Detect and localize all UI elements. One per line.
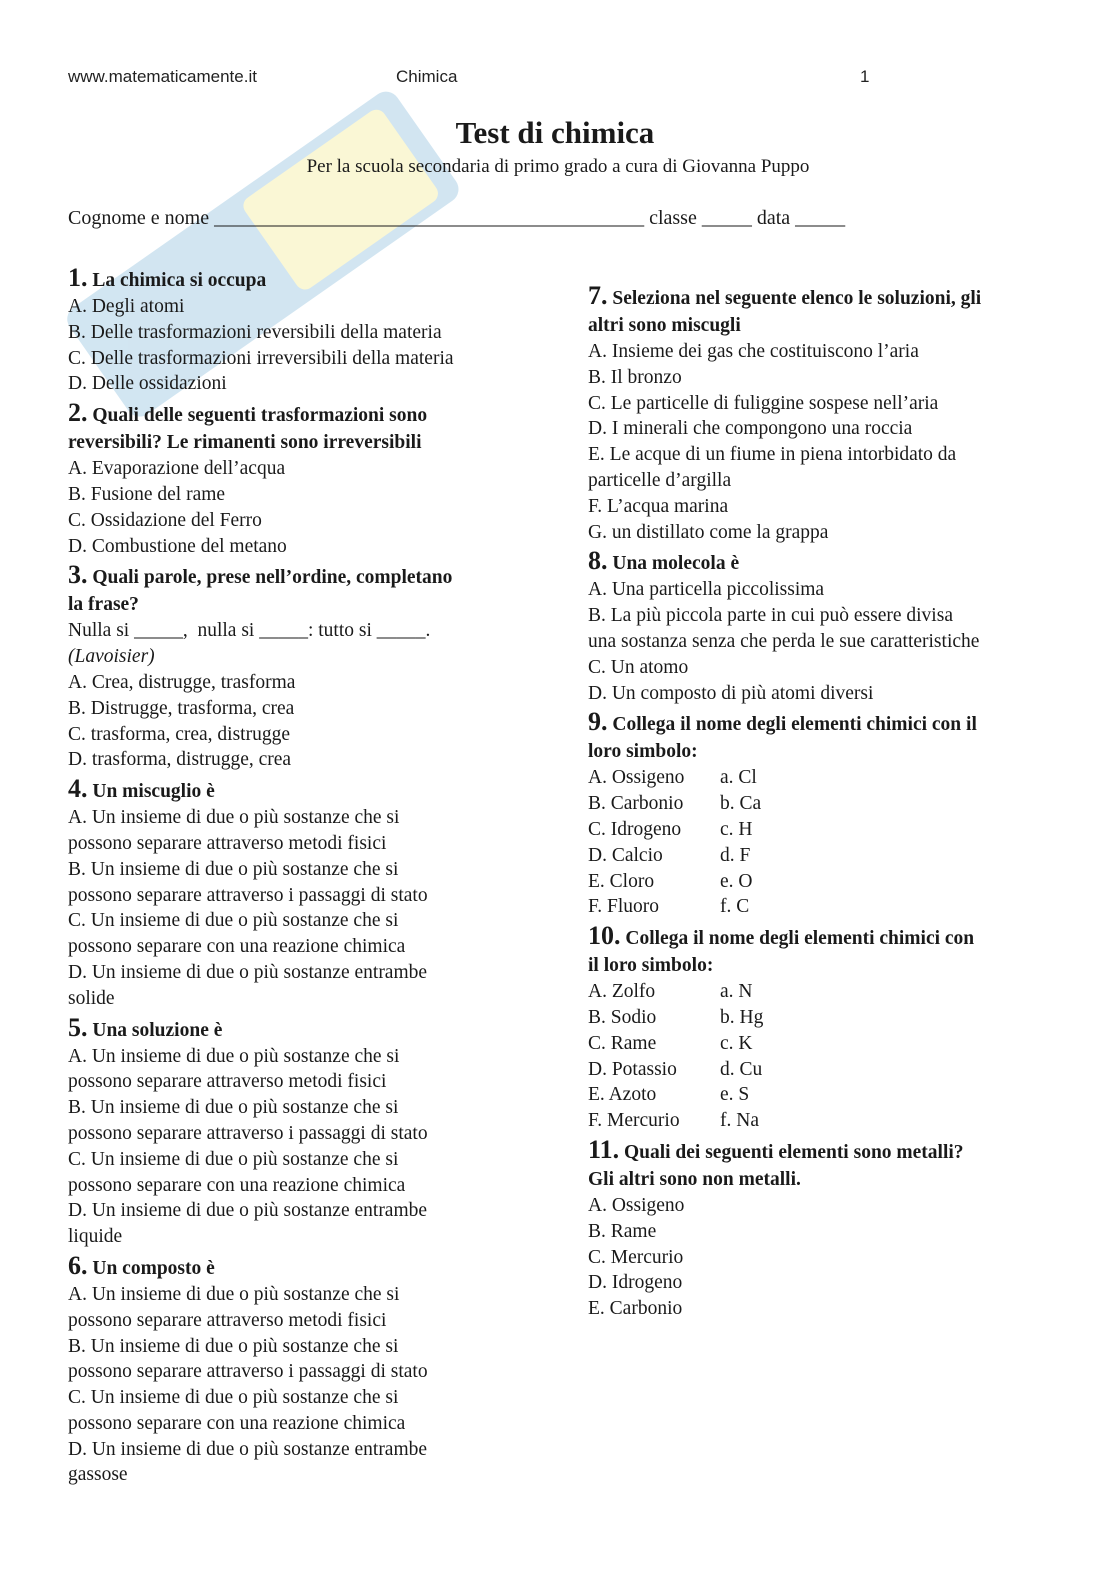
option: C. Le particelle di fuliggine sospese nell’aria	[588, 392, 939, 414]
option: possono separare attraverso i passaggi di stato	[68, 884, 428, 906]
match-row: C. Rame c. K	[588, 1032, 753, 1054]
question-10: 10. Collega il nome degli elementi chimici con il loro simbolo:	[588, 921, 975, 977]
match-row: A. Zolfo a. N	[588, 981, 753, 1003]
option: C. trasforma, crea, distrugge	[68, 723, 291, 745]
option: G. un distillato come la grappa	[588, 521, 829, 543]
question-3: 3. Quali parole, prese nell’ordine, completano la frase?	[68, 560, 453, 616]
option: possono separare attraverso i passaggi di stato	[68, 1361, 428, 1383]
question-5: 5. Una soluzione è	[68, 1012, 223, 1042]
match-row: F. Mercurio f. Na	[588, 1110, 759, 1132]
option: liquide	[68, 1226, 123, 1248]
question-4: 4. Un miscuglio è	[68, 774, 215, 804]
option: D. trasforma, distrugge, crea	[68, 749, 292, 771]
option: A. Una particella piccolissima	[588, 579, 825, 601]
option: possono separare attraverso i passaggi di stato	[68, 1122, 428, 1144]
option: B. Delle trasformazioni reversibili della materia	[68, 321, 442, 343]
attribution: (Lavoisier)	[68, 646, 155, 668]
option: A. Un insieme di due o più sostanze che si	[68, 807, 400, 829]
option: D. Combustione del metano	[68, 535, 287, 557]
option: D. Idrogeno	[588, 1272, 683, 1294]
left-column	[68, 262, 528, 1488]
option: possono separare attraverso metodi fisici	[68, 1071, 387, 1093]
match-row: B. Carbonio b. Ca	[588, 793, 762, 815]
option: B. La più piccola parte in cui può essere divisa	[588, 605, 953, 627]
option: E. Carbonio	[588, 1298, 683, 1320]
option: D. Un composto di più atomi diversi	[588, 682, 874, 704]
student-fields: Cognome e nome ___________________________________________ classe _____ data _____	[68, 207, 846, 229]
option: una sostanza senza che perda le sue caratteristiche	[588, 630, 980, 652]
option: possono separare con una reazione chimica	[68, 936, 406, 958]
question-6: 6. Un composto è	[68, 1250, 215, 1280]
question-1: 1. La chimica si occupa	[68, 263, 267, 292]
question-7: 7. Seleziona nel seguente elenco le soluzioni, gli altri sono miscugli	[588, 281, 982, 336]
option: C. Un insieme di due o più sostanze che si	[68, 1387, 399, 1409]
option: C. Un insieme di due o più sostanze che si	[68, 910, 399, 932]
page-title: Test di chimica	[455, 115, 655, 150]
option: B. Fusione del rame	[68, 483, 226, 505]
question-8: 8. Una molecola è	[588, 546, 740, 576]
option: particelle d’argilla	[588, 469, 732, 491]
option: C. Mercurio	[588, 1246, 684, 1268]
option: E. Le acque di un fiume in piena intorbidato da	[588, 444, 957, 466]
option: D. Un insieme di due o più sostanze entrambe	[68, 1200, 428, 1222]
match-row: D. Calcio d. F	[588, 844, 751, 866]
option: B. Distrugge, trasforma, crea	[68, 697, 295, 719]
page-subtitle: Per la scuola secondaria di primo grado a cura di Giovanna Puppo	[306, 156, 810, 177]
header-site: www.matematicamente.it	[68, 67, 257, 86]
option: C. Un atomo	[588, 656, 689, 678]
right-column	[588, 280, 1058, 1322]
option: possono separare attraverso metodi fisici	[68, 1309, 387, 1331]
fill-in-sentence: Nulla si _____, nulla si _____: tutto si _____.	[68, 620, 431, 642]
match-row: E. Cloro e. O	[588, 870, 753, 892]
option: B. Il bronzo	[588, 366, 682, 388]
option: D. Delle ossidazioni	[68, 373, 227, 395]
match-row: C. Idrogeno c. H	[588, 818, 753, 840]
option: A. Un insieme di due o più sostanze che si	[68, 1045, 400, 1067]
option: A. Insieme dei gas che costituiscono l’aria	[588, 341, 919, 362]
option: possono separare attraverso metodi fisici	[68, 832, 387, 854]
option: D. Un insieme di due o più sostanze entrambe	[68, 961, 428, 983]
option: A. Degli atomi	[68, 296, 185, 317]
option: A. Un insieme di due o più sostanze che si	[68, 1283, 400, 1305]
option: A. Ossigeno	[588, 1194, 685, 1216]
option: possono separare con una reazione chimica	[68, 1412, 406, 1434]
option: B. Rame	[588, 1220, 657, 1242]
match-row: B. Sodio b. Hg	[588, 1006, 764, 1028]
option: D. I minerali che compongono una roccia	[588, 418, 913, 440]
question-2: 2. Quali delle seguenti trasformazioni sono reversibili? Le rimanenti sono irreversibili	[68, 398, 428, 454]
match-row: F. Fluoro f. C	[588, 896, 750, 918]
option: F. L’acqua marina	[588, 495, 729, 517]
option: C. Un insieme di due o più sostanze che si	[68, 1148, 399, 1170]
header-subject: Chimica	[396, 67, 458, 86]
option: C. Delle trasformazioni irreversibili della materia	[68, 347, 454, 369]
match-row: D. Potassio d. Cu	[588, 1058, 763, 1080]
option: B. Un insieme di due o più sostanze che si	[68, 1335, 399, 1357]
option: D. Un insieme di due o più sostanze entrambe	[68, 1438, 428, 1460]
option: C. Ossidazione del Ferro	[68, 509, 262, 531]
option: solide	[68, 987, 115, 1009]
option: possono separare con una reazione chimica	[68, 1174, 406, 1196]
option: B. Un insieme di due o più sostanze che si	[68, 858, 399, 880]
match-row: E. Azoto e. S	[588, 1084, 750, 1106]
option: gassose	[68, 1464, 128, 1486]
option: A. Crea, distrugge, trasforma	[68, 671, 296, 693]
match-row: A. Ossigeno a. Cl	[588, 767, 757, 789]
question-9: 9. Collega il nome degli elementi chimici con il loro simbolo:	[588, 707, 977, 763]
question-11: 11. Quali dei seguenti elementi sono metalli? Gli altri sono non metalli.	[588, 1134, 964, 1190]
option: A. Evaporazione dell’acqua	[68, 458, 286, 480]
header-page-number: 1	[860, 67, 870, 86]
option: B. Un insieme di due o più sostanze che si	[68, 1097, 399, 1119]
